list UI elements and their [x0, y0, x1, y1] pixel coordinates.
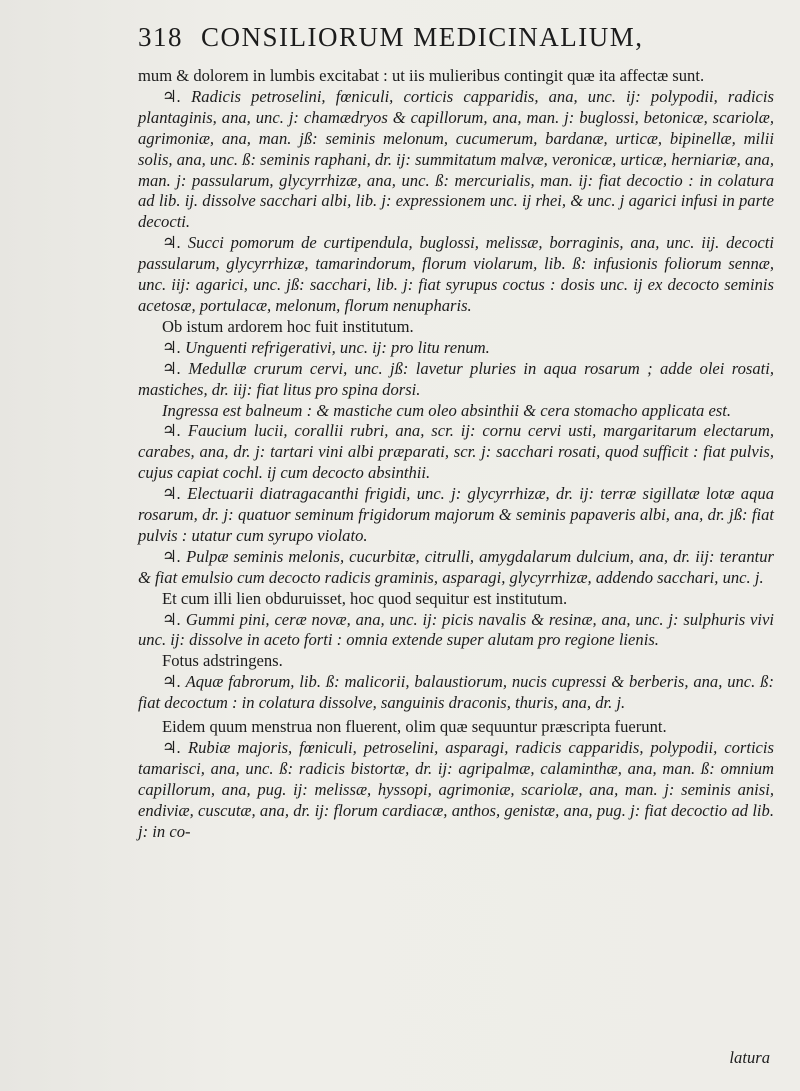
running-title: CONSILIORUM MEDICINALIUM, — [201, 22, 644, 52]
note-paragraph: Ingressa est balneum : & mastiche cum oleo absinthii & cera stomacho applicata est. — [162, 400, 732, 420]
page-number: 318 — [138, 22, 183, 52]
recipe-paragraph: ♃. Succi pomorum de curtipendula, buglossi, melissæ, borraginis, ana, unc. iij. decocti passularum, glycyrrhizæ, tamarindorum, florum violarum, lib. ß: infusionis foliorum sennæ, unc. iij: agarici, unc. jß: sacchari, lib. j: fiat syrupus coctus : dosis unc. ij ex decocto seminis acetosæ, portulacæ, melonum, florum nenupharis. — [138, 233, 774, 315]
catchword: latura — [729, 1048, 770, 1067]
body-text — [138, 66, 774, 843]
recipe-paragraph: ♃. Unguenti refrigerativi, unc. ij: pro litu renum. — [162, 337, 490, 357]
recipe-paragraph: ♃. Aquæ fabrorum, lib. ß: malicorii, balaustiorum, nucis cupressi & berberis, ana, unc. ß: fiat decoctum : in colatura dissolve, sanguinis draconis, thuris, ana, dr. j. — [138, 672, 774, 713]
recipe-paragraph: ♃. Faucium lucii, corallii rubri, ana, scr. ij: cornu cervi usti, margaritarum electarum, carabes, ana, dr. j: tartari vini albi præparati, scr. j: sacchari rosati, quod sufficit : fiat pulvis, cujus capiat cochl. ij cum decocto absinthii. — [138, 421, 774, 483]
recipe-paragraph: ♃. Medullæ crurum cervi, unc. jß: lavetur pluries in aqua rosarum ; adde olei rosati, mastiches, dr. iij: fiat litus pro spina dorsi. — [138, 358, 774, 399]
recipe-paragraph: ♃. Gummi pini, ceræ novæ, ana, unc. ij: picis navalis & resinæ, ana, unc. j: sulphuris vivi unc. ij: dissolve in aceto forti : omnia extende super alutam pro regione lienis. — [138, 609, 774, 650]
page-header — [138, 20, 778, 54]
note-paragraph: Ob istum ardorem hoc fuit institutum. — [162, 316, 414, 336]
paragraph-continuation: mum & dolorem in lumbis excitabat : ut iis mulieribus contingit quæ ita affectæ sunt. — [138, 66, 705, 85]
recipe-paragraph: ♃. Pulpæ seminis melonis, cucurbitæ, citrulli, amygdalarum dulcium, ana, dr. iij: terantur & fiat emulsio cum decocto radicis graminis, asparagi, glycyrrhizæ, addendo sacchari, unc. j. — [138, 546, 774, 587]
note-paragraph: Et cum illi lien obduruisset, hoc quod sequitur est institutum. — [162, 588, 568, 608]
note-paragraph: Fotus adstringens. — [162, 651, 283, 671]
recipe-paragraph: ♃. Radicis petroselini, fœniculi, corticis capparidis, ana, unc. ij: polypodii, radicis plantaginis, ana, unc. j: chamædryos & capillorum, ana, man. j: buglossi, betonicæ, scariolæ, agrimoniæ, ana, man. jß: seminis melonum, cucumerum, bardanæ, urticæ, bipinellæ, milii solis, ana, unc. ß: seminis raphani, dr. ij: summitatum malvæ, veronicæ, urticæ, herniariæ, ana, man. j: passularum, glycyrrhizæ, ana, unc. ß: mercurialis, man. ij: fiat decoctio : in colatura ad lib. ij. dissolve sacchari albi, lib. j: expressionem unc. ij rhei, & unc. j agarici infusi in parte decocti. — [138, 86, 774, 232]
note-paragraph: Eidem quum menstrua non fluerent, olim quæ sequuntur præscripta fuerunt. — [162, 717, 667, 737]
recipe-paragraph: ♃. Rubiæ majoris, fœniculi, petroselini, asparagi, radicis capparidis, polypodii, corticis tamarisci, ana, unc. ß: radicis bistortæ, dr. ij: agripalmæ, calaminthæ, ana, man. ß: omnium capillorum, ana, pug. ij: melissæ, hyssopi, agrimoniæ, scariolæ, ana, man. j: seminis anisi, endiviæ, cuscutæ, ana, dr. ij: florum cardiacæ, anthos, genistæ, ana, pug. j: fiat decoctio ad lib. j: in co- — [138, 738, 774, 841]
recipe-paragraph: ♃. Electuarii diatragacanthi frigidi, unc. j: glycyrrhizæ, dr. ij: terræ sigillatæ lotæ aqua rosarum, dr. j: quatuor seminum frigidorum majorum & seminis papaveris albi, ana, dr. jß: fiat pulvis : utatur cum syrupo violato. — [138, 484, 774, 545]
